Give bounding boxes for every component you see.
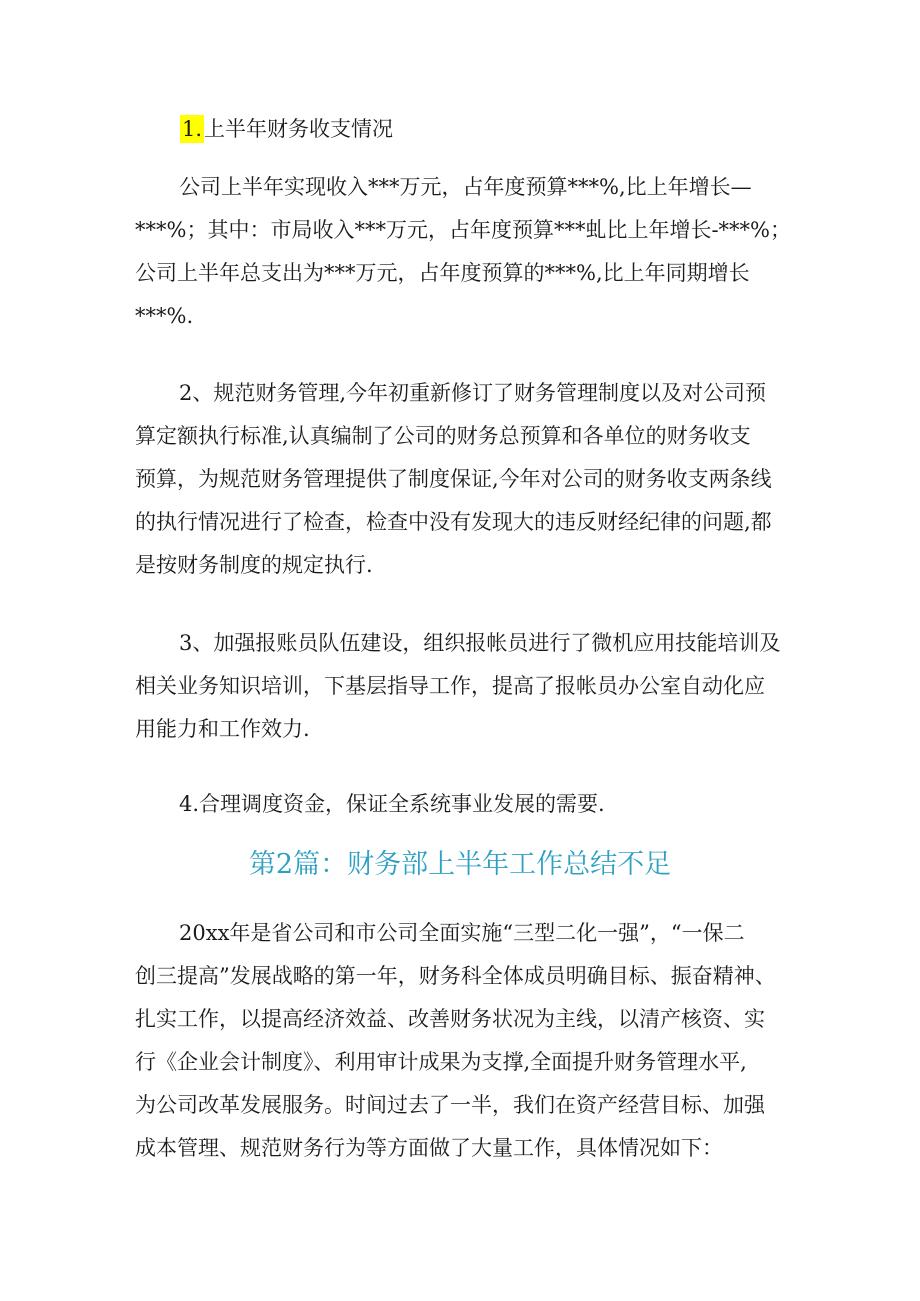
item-1-body xyxy=(135,166,795,338)
section-2-intro xyxy=(135,912,795,1170)
text-line: 是按财务制度的规定执行. xyxy=(135,553,373,577)
text-line: 20xx年是省公司和市公司全面实施“三型二化一强”，“一保二 xyxy=(179,921,745,945)
text-line: 3、加强报账员队伍建设，组织报帐员进行了微机应用技能培训及 xyxy=(179,631,781,655)
text-line: 4.合理调度资金，保证全系统事业发展的需要. xyxy=(179,792,605,816)
text-line: 成本管理、规范财务行为等方面做了大量工作，具体情况如下： xyxy=(135,1136,723,1160)
text-line: 行《企业会计制度》、利用审计成果为支撑,全面提升财务管理水平, xyxy=(135,1050,747,1074)
section-2-heading: 第2篇：财务部上半年工作总结不足 xyxy=(248,849,672,880)
text-line: 为公司改革发展服务。时间过去了一半，我们在资产经营目标、加强 xyxy=(135,1093,765,1117)
item-1-title-text: 上半年财务收支情况 xyxy=(204,117,394,141)
text-line: 相关业务知识培训，下基层指导工作，提高了报帐员办公室自动化应 xyxy=(135,674,765,698)
text-line: 扎实工作，以提高经济效益、改善财务状况为主线，以清产核资、实 xyxy=(135,1007,765,1031)
item-1-number-highlight: 1. xyxy=(182,117,203,141)
text-line: 创三提高”发展战略的第一年，财务科全体成员明确目标、振奋精神、 xyxy=(135,964,776,988)
text-line: 的执行情况进行了检查，检查中没有发现大的违反财经纪律的问题,都 xyxy=(135,510,772,534)
text-line: 预算，为规范财务管理提供了制度保证,今年对公司的财务收支两条线 xyxy=(135,467,772,491)
text-line: 公司上半年实现收入***万元，占年度预算***%,比上年增长— xyxy=(179,175,752,199)
text-line: 用能力和工作效力. xyxy=(135,717,310,741)
item-3-body xyxy=(135,622,795,751)
text-line: ***%；其中：市局收入***万元，占年度预算***虬比上年增长-***%； xyxy=(135,218,792,242)
item-2-body xyxy=(135,372,795,587)
item-1-title xyxy=(180,108,393,151)
text-line: ***%. xyxy=(135,304,194,328)
text-line: 2、规范财务管理,今年初重新修订了财务管理制度以及对公司预 xyxy=(179,381,767,405)
text-line: 公司上半年总支出为***万元，占年度预算的***%,比上年同期增长 xyxy=(135,261,750,285)
text-line: 算定额执行标准,认真编制了公司的财务总预算和各单位的财务收支 xyxy=(135,424,751,448)
item-4-body xyxy=(135,783,795,826)
